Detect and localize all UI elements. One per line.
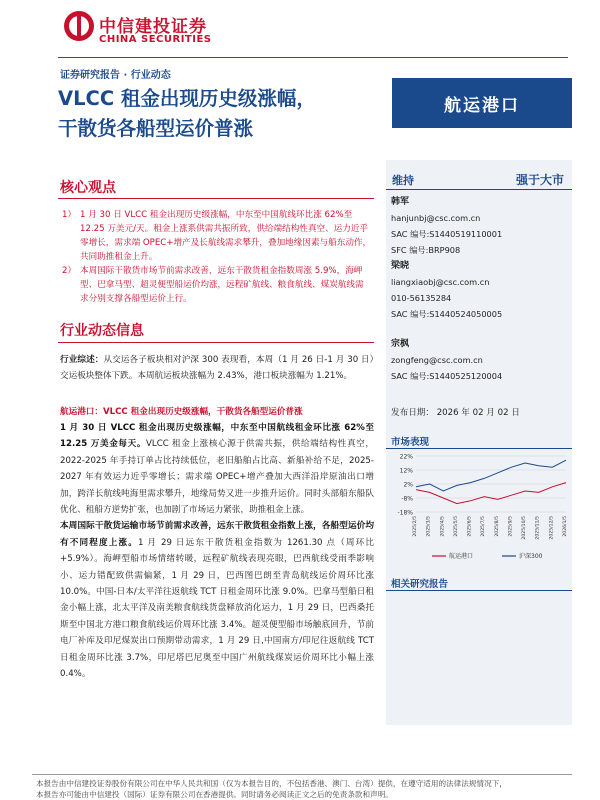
shipping-subhead: 航运港口：VLCC 租金出现历史级涨幅，干散货各船型运价普涨 <box>60 407 303 417</box>
analyst-sac: SAC 编号:S1440524050005 <box>391 309 503 319</box>
analyst-card <box>391 194 569 258</box>
industry-news-divider <box>58 342 374 343</box>
x-tick-label: 2025/4/5 <box>440 516 446 537</box>
report-title <box>58 84 398 144</box>
logo-english-name: CHINA SECURITIES <box>99 34 212 45</box>
market-performance-title: 市场表现 <box>391 437 430 448</box>
y-tick-label: 22% <box>399 453 413 461</box>
header-divider <box>58 57 568 58</box>
footer-divider <box>32 774 572 775</box>
disclaimer-footer <box>36 778 576 800</box>
publish-date: 发布日期： 2026 年 02 月 02 日 <box>391 408 520 418</box>
analyst-sac: SAC 编号:S1440525120004 <box>391 371 503 381</box>
core-views-title: 核心观点 <box>60 180 116 196</box>
summary-text: 从交运各子板块相对沪深 300 表现看，本周（1 月 26 日-1 月 30 日）交运板块整体下跌。本周航运板块涨幅为 2.43%，港口板块涨幅为 1.21%。 <box>60 355 374 382</box>
analyst-card <box>391 336 569 384</box>
vlcc-lead: 1 月 30 日 VLCC 租金出现历史级涨幅，中东至中国航线租金环比涨 62%至 12.25 万美金每天。 <box>60 423 374 450</box>
rating-value: 强于大市 <box>515 173 564 187</box>
dry-bulk-lead: 本周国际干散货运输市场节前需求改善，远东干散货租金指数上涨，各船型运价均有不同程度上涨。 <box>60 521 374 548</box>
core-views-divider <box>58 198 374 199</box>
core-view-item <box>62 264 372 306</box>
series-line <box>416 460 566 491</box>
analyst-email: hanjunbj@csc.com.cn <box>391 213 481 223</box>
disclaimer-line-1: 本报告由中信建投证券股份有限公司在中华人民共和国（仅为本报告目的，不包括香港、澳门、台湾）提供，在遵守适用的法律法规情况下， <box>36 779 507 788</box>
market-performance-chart <box>390 450 570 565</box>
analyst-sac: SAC 编号:S1440519110001 <box>391 229 503 239</box>
vlcc-paragraph <box>60 420 374 518</box>
core-view-text: 本周国际干散货市场节前需求改善，远东干散货租金指数周涨 5.9%，海岬型、巴拿马型、超灵便型船运价均涨，远程矿航线、粮食航线、煤炭航线需求分别支撑各船型运价上行。 <box>80 266 364 304</box>
dry-bulk-paragraph <box>60 518 374 682</box>
legend-label: 沪深300 <box>519 553 543 560</box>
x-tick-label: 2025/10/5 <box>522 516 528 540</box>
logo-chinese-name: 中信建投证券 <box>99 17 207 37</box>
logo-mark-icon <box>64 11 94 41</box>
core-view-text: 1 月 30 日 VLCC 租金出现历史级涨幅，中东至中国航线环比涨 62%至 12.25 万美元/天。租金上涨系供需共振所致，供给端结构性真空、运力近乎零增长，需求端 OPEC+增产及长航线需求攀升，叠加地缘因素与船东动作，共同助推租金上升。 <box>80 210 372 262</box>
title-line-1: VLCC 租金出现历史级涨幅， <box>58 87 316 110</box>
industry-summary <box>60 352 374 385</box>
core-views-list <box>62 208 372 306</box>
analyst-name: 宗枫 <box>391 339 410 349</box>
industry-banner: 航运港口 <box>392 78 572 128</box>
market-performance-divider <box>386 448 572 449</box>
summary-label: 行业综述： <box>60 355 104 365</box>
legend-label: 航运港口 <box>449 553 474 560</box>
analyst-phone: 010-56135284 <box>391 293 452 303</box>
analyst-sfc: SFC 编号:BRP908 <box>391 245 461 255</box>
x-tick-label: 2025/6/5 <box>467 516 473 537</box>
report-type: 证券研究报告 · 行业动态 <box>60 70 171 81</box>
analyst-email: liangxiaobj@csc.com.cn <box>391 277 490 287</box>
analyst-name: 韩军 <box>391 197 410 207</box>
analyst-name: 梁晓 <box>391 261 410 271</box>
x-tick-label: 2025/11/5 <box>535 516 541 540</box>
x-tick-label: 2025/9/5 <box>508 516 514 537</box>
x-tick-label: 2025/7/5 <box>481 516 487 537</box>
x-tick-label: 2025/3/5 <box>426 516 432 537</box>
x-tick-label: 2025/8/5 <box>494 516 500 537</box>
y-tick-label: -18% <box>397 509 413 517</box>
vlcc-text: VLCC 租金上涨核心源于供需共振，供给端结构性真空，2022-2025 年手持订单占比持续低位，老旧船舶占比高、新船补给不足，2025-2027 年有效运力近乎零增长；需求端 OPEC+增产叠加大西洋沿岸原油出口增加，跨洋长航线吨海里需求攀升，地缘局势又进一步推升运价。同时头部船东船队优化、租船方逆势扩张，也加剧了市场运力紧张，助推租金上涨。 <box>60 439 374 516</box>
analyst-card <box>391 258 569 322</box>
y-tick-label: 2% <box>403 481 413 489</box>
dry-bulk-text: 1 月 29 日远东干散货租金指数为 1261.30 点（周环比+5.9%）。海岬型船市场情绪转暖，远程矿航线表现亮眼，巴西航线受雨季影响小、运力错配致供需偏紧，1 月 29 日，巴西图巴朗至青岛航线运价周环比涨 10.0%。中国-日本/太平洋往返航线 TCT 日租金周环比涨 9.0%。巴拿马型船日租金小幅上涨，北太平洋及南美粮食航线货盘释放消化运力，1 月 29 日，巴西桑托斯至中国北方港口粮食航线运价周环比涨 3.4%。超灵便型船市场触底回升，节前电厂补库及印尼煤炭出口预期带动需求，1 月 29 日,中国南方/印尼往返航线 TCT 日租金周环比涨 3.7%，印尼塔巴尼奥至中国广州航线煤炭运价周环比小幅上涨 0.4%。 <box>60 537 374 680</box>
core-view-item <box>62 208 372 264</box>
core-view-number: 2） <box>62 266 77 276</box>
x-tick-label: 2025/5/5 <box>453 516 459 537</box>
core-view-number: 1） <box>62 210 77 220</box>
x-tick-label: 2026/1/5 <box>563 516 568 537</box>
company-logo <box>64 11 274 51</box>
title-line-2: 干散货各船型运价普涨 <box>58 117 254 140</box>
x-tick-label: 2025/2/5 <box>413 516 418 537</box>
rating-divider <box>386 189 572 190</box>
chart-svg <box>390 450 570 565</box>
shipping-paragraphs <box>60 420 374 683</box>
y-tick-label: 12% <box>399 467 413 475</box>
industry-news-title: 行业动态信息 <box>60 323 144 339</box>
x-tick-label: 2025/12/5 <box>549 516 555 540</box>
y-tick-label: -8% <box>401 495 413 503</box>
disclaimer-line-2: 本报告亦可能由中信建投（国际）证券有限公司在香港提供。同时请务必阅读正文之后的免责条款和声明。 <box>36 790 393 799</box>
related-reports-divider <box>386 590 572 591</box>
analyst-email: zongfeng@csc.com.cn <box>391 355 483 365</box>
rating-label: 维持 <box>392 174 414 187</box>
rating-bar <box>386 170 572 190</box>
series-line <box>416 483 566 504</box>
related-reports-title: 相关研究报告 <box>391 579 449 590</box>
